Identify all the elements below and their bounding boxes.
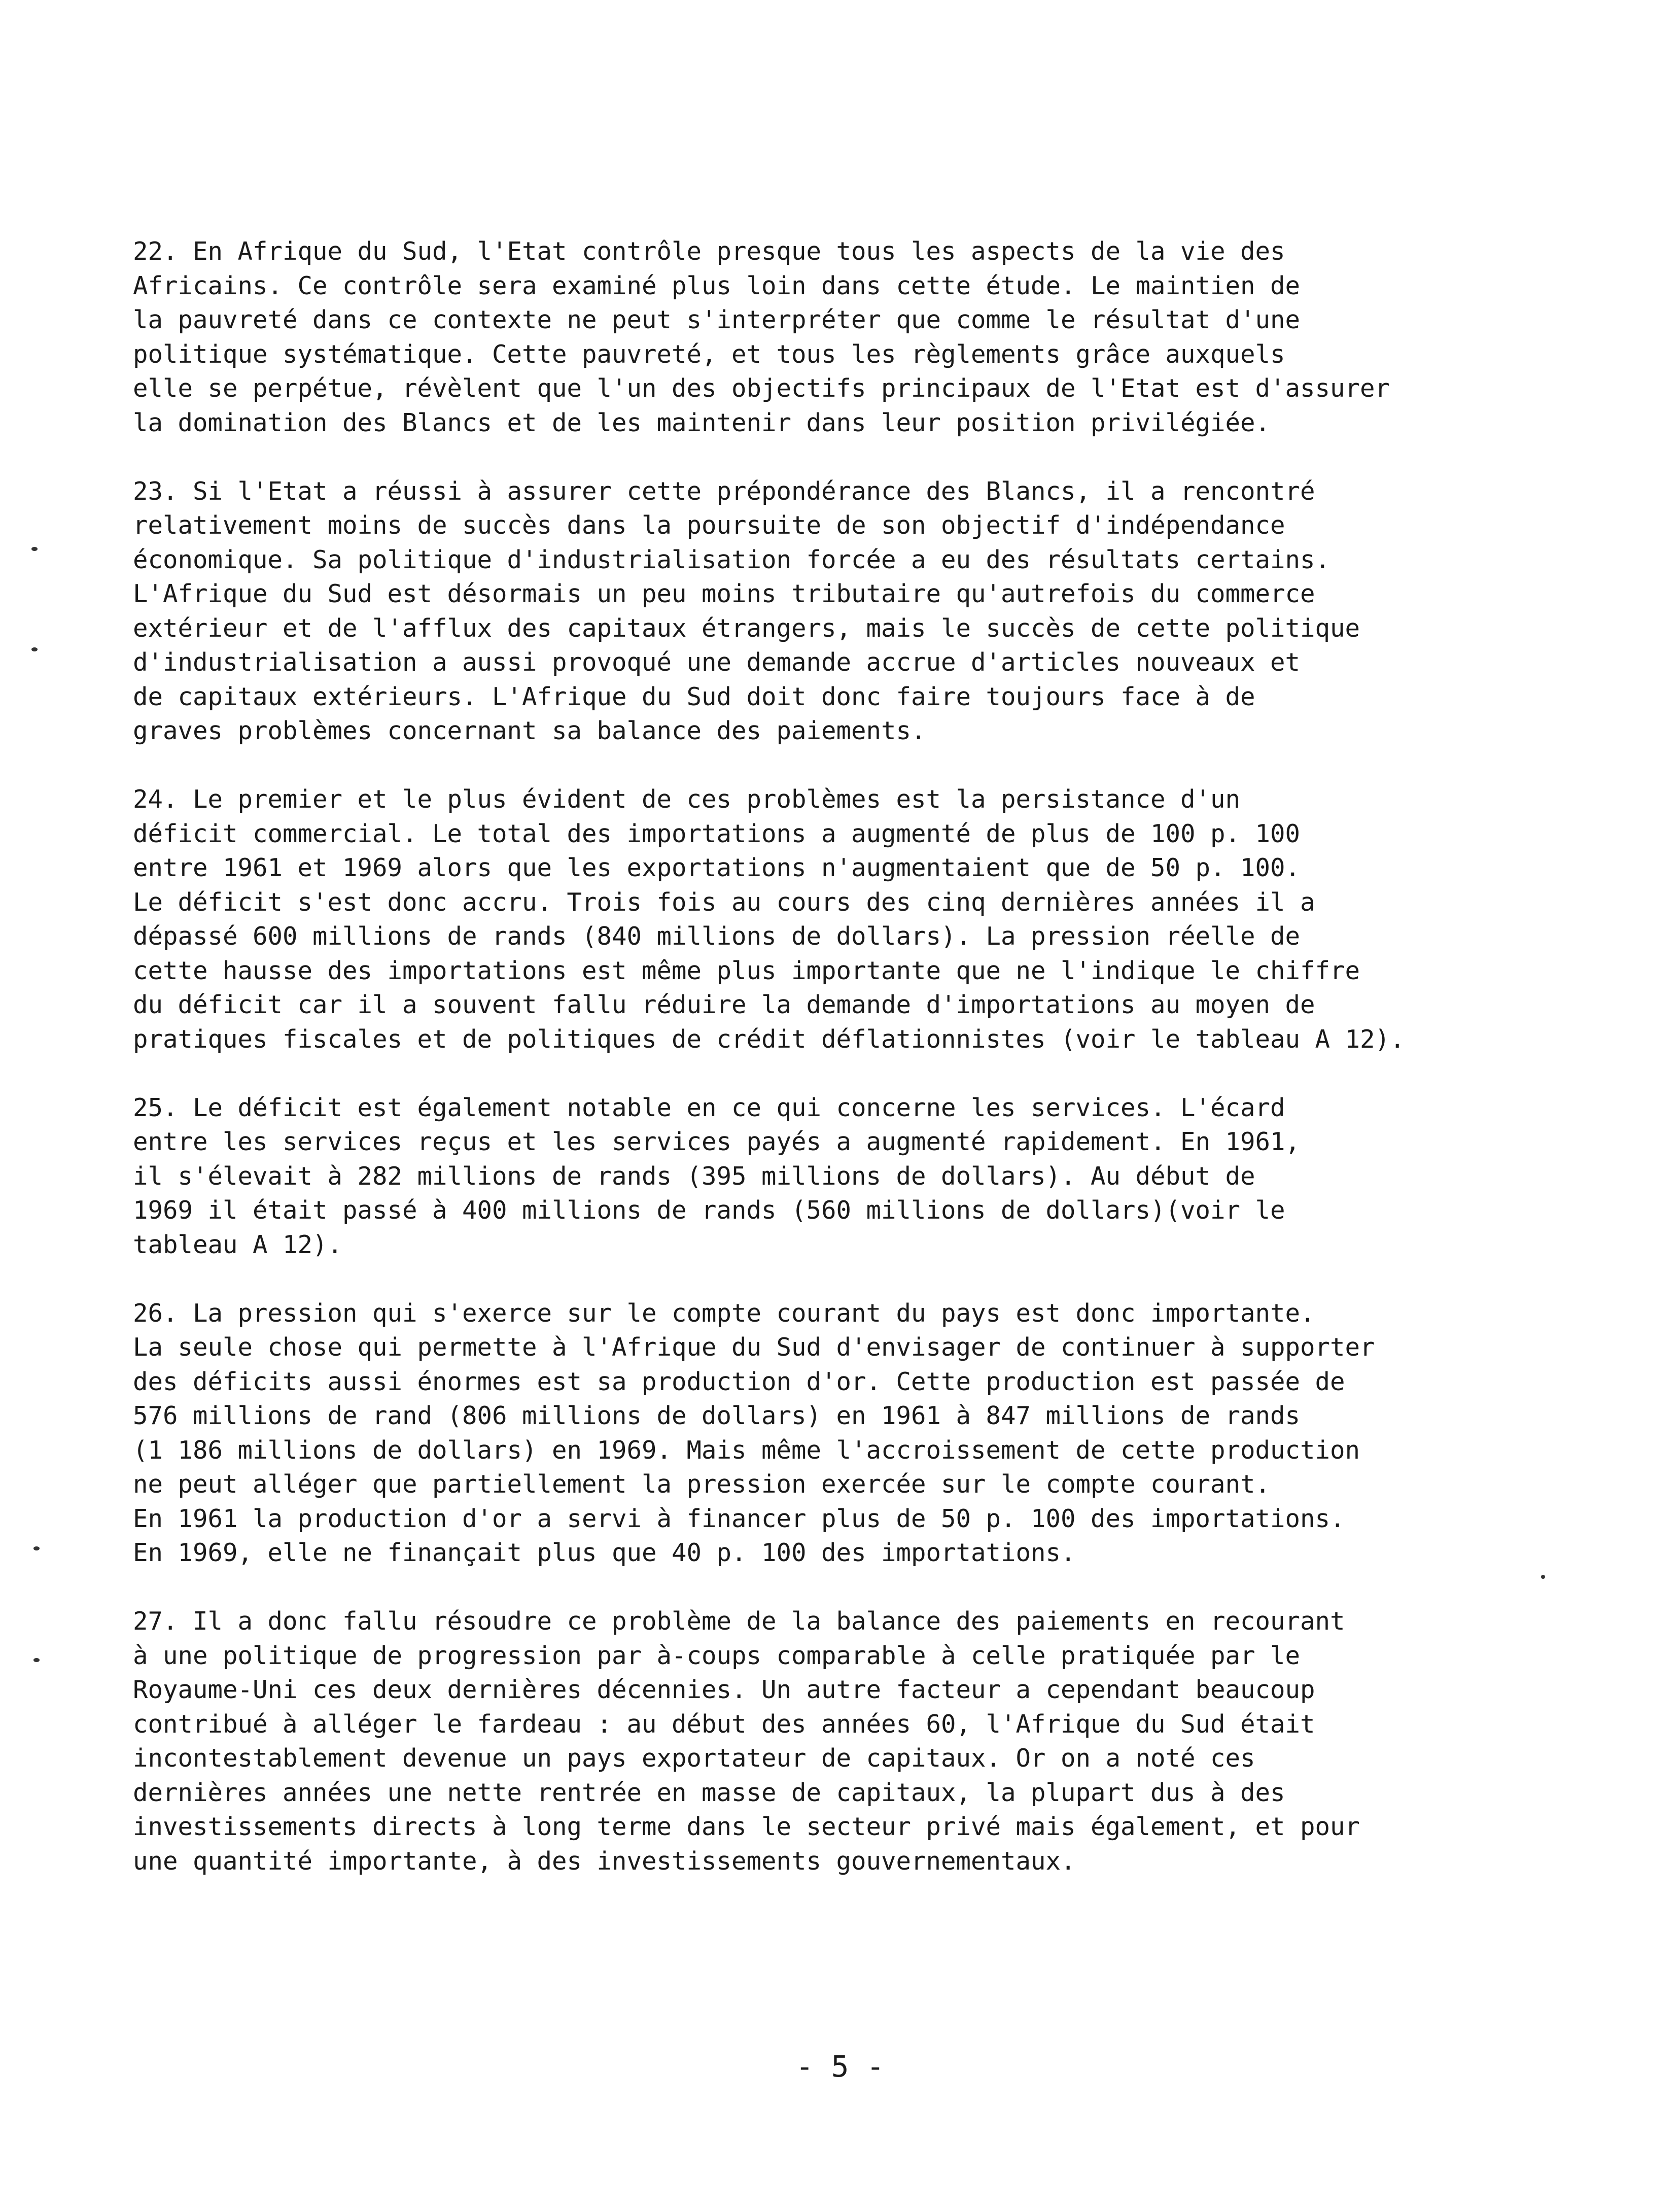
paragraph bbox=[133, 782, 1533, 1056]
margin-mark bbox=[31, 647, 38, 651]
text-line: déficit commercial. Le total des importations a augmenté de plus de 100 p. 100 bbox=[133, 819, 1301, 848]
text-line: 26. La pression qui s'exerce sur le compte courant du pays est donc importante. bbox=[133, 1298, 1315, 1328]
text-line: 576 millions de rand (806 millions de dollars) en 1961 à 847 millions de rands bbox=[133, 1401, 1301, 1430]
paragraph bbox=[133, 1091, 1533, 1262]
margin-mark bbox=[33, 1658, 40, 1662]
text-line: contribué à alléger le fardeau : au début des années 60, l'Afrique du Sud était bbox=[133, 1709, 1315, 1739]
text-line: la domination des Blancs et de les maintenir dans leur position privilégiée. bbox=[133, 408, 1271, 437]
text-line: du déficit car il a souvent fallu réduire la demande d'importations au moyen de bbox=[133, 990, 1315, 1019]
text-line: la pauvreté dans ce contexte ne peut s'interpréter que comme le résultat d'une bbox=[133, 305, 1301, 334]
text-line: L'Afrique du Sud est désormais un peu moins tributaire qu'autrefois du commerce bbox=[133, 579, 1315, 608]
text-line: dépassé 600 millions de rands (840 millions de dollars). La pression réelle de bbox=[133, 922, 1301, 951]
text-line: En 1961 la production d'or a servi à financer plus de 50 p. 100 des importations. bbox=[133, 1504, 1345, 1533]
text-line: économique. Sa politique d'industrialisation forcée a eu des résultats certains. bbox=[133, 545, 1331, 574]
text-line: relativement moins de succès dans la poursuite de son objectif d'indépendance bbox=[133, 511, 1285, 540]
text-line: entre 1961 et 1969 alors que les exportations n'augmentaient que de 50 p. 100. bbox=[133, 853, 1301, 882]
text-line: 25. Le déficit est également notable en ce qui concerne les services. L'écard bbox=[133, 1093, 1285, 1122]
text-line: 1969 il était passé à 400 millions de rands (560 millions de dollars)(voir le bbox=[133, 1196, 1285, 1225]
text-line: investissements directs à long terme dans le secteur privé mais également, et pour bbox=[133, 1812, 1360, 1841]
text-line: graves problèmes concernant sa balance des paiements. bbox=[133, 716, 926, 745]
text-line: une quantité importante, à des investissements gouvernementaux. bbox=[133, 1846, 1076, 1876]
text-line: En 1969, elle ne finançait plus que 40 p. 100 des importations. bbox=[133, 1538, 1076, 1567]
text-line: d'industrialisation a aussi provoqué une demande accrue d'articles nouveaux et bbox=[133, 648, 1301, 677]
text-line: extérieur et de l'afflux des capitaux étrangers, mais le succès de cette politique bbox=[133, 613, 1360, 643]
page-number: - 5 - bbox=[795, 2049, 885, 2084]
text-line: Le déficit s'est donc accru. Trois fois au cours des cinq dernières années il a bbox=[133, 887, 1315, 917]
text-line: dernières années une nette rentrée en masse de capitaux, la plupart dus à des bbox=[133, 1778, 1285, 1807]
text-line: Royaume-Uni ces deux dernières décennies. Un autre facteur a cependant beaucoup bbox=[133, 1675, 1315, 1704]
text-line: incontestablement devenue un pays exportateur de capitaux. Or on a noté ces bbox=[133, 1744, 1255, 1773]
text-line: elle se perpétue, révèlent que l'un des objectifs principaux de l'Etat est d'assurer bbox=[133, 374, 1390, 403]
text-line: entre les services reçus et les services payés a augmenté rapidement. En 1961, bbox=[133, 1127, 1301, 1156]
text-line: de capitaux extérieurs. L'Afrique du Sud doit donc faire toujours face à de bbox=[133, 682, 1255, 711]
paragraph bbox=[133, 474, 1533, 748]
text-line: La seule chose qui permette à l'Afrique du Sud d'envisager de continuer à supporter bbox=[133, 1333, 1375, 1362]
text-line: 22. En Afrique du Sud, l'Etat contrôle presque tous les aspects de la vie des bbox=[133, 237, 1285, 266]
text-line: des déficits aussi énormes est sa production d'or. Cette production est passée de bbox=[133, 1367, 1345, 1396]
margin-mark bbox=[1541, 1575, 1545, 1579]
paragraph bbox=[133, 1604, 1533, 1878]
text-line: 23. Si l'Etat a réussi à assurer cette prépondérance des Blancs, il a rencontré bbox=[133, 476, 1315, 506]
text-line: tableau A 12). bbox=[133, 1230, 343, 1259]
paragraph bbox=[133, 1296, 1533, 1570]
body-text bbox=[133, 234, 1533, 1913]
text-line: ne peut alléger que partiellement la pression exercée sur le compte courant. bbox=[133, 1470, 1271, 1499]
text-line: pratiques fiscales et de politiques de crédit déflationnistes (voir le tableau A 12). bbox=[133, 1024, 1405, 1054]
text-line: politique systématique. Cette pauvreté, et tous les règlements grâce auxquels bbox=[133, 339, 1285, 369]
text-line: à une politique de progression par à-coups comparable à celle pratiquée par le bbox=[133, 1641, 1301, 1670]
margin-mark bbox=[31, 547, 38, 551]
text-line: cette hausse des importations est même plus importante que ne l'indique le chiffre bbox=[133, 956, 1360, 985]
margin-mark bbox=[33, 1546, 40, 1550]
paragraph bbox=[133, 234, 1533, 440]
text-line: 24. Le premier et le plus évident de ces problèmes est la persistance d'un bbox=[133, 785, 1241, 814]
text-line: Africains. Ce contrôle sera examiné plus loin dans cette étude. Le maintien de bbox=[133, 271, 1301, 300]
text-line: 27. Il a donc fallu résoudre ce problème de la balance des paiements en recourant bbox=[133, 1607, 1345, 1636]
text-line: il s'élevait à 282 millions de rands (395 millions de dollars). Au début de bbox=[133, 1161, 1255, 1191]
text-line: (1 186 millions de dollars) en 1969. Mais même l'accroissement de cette production bbox=[133, 1435, 1360, 1465]
